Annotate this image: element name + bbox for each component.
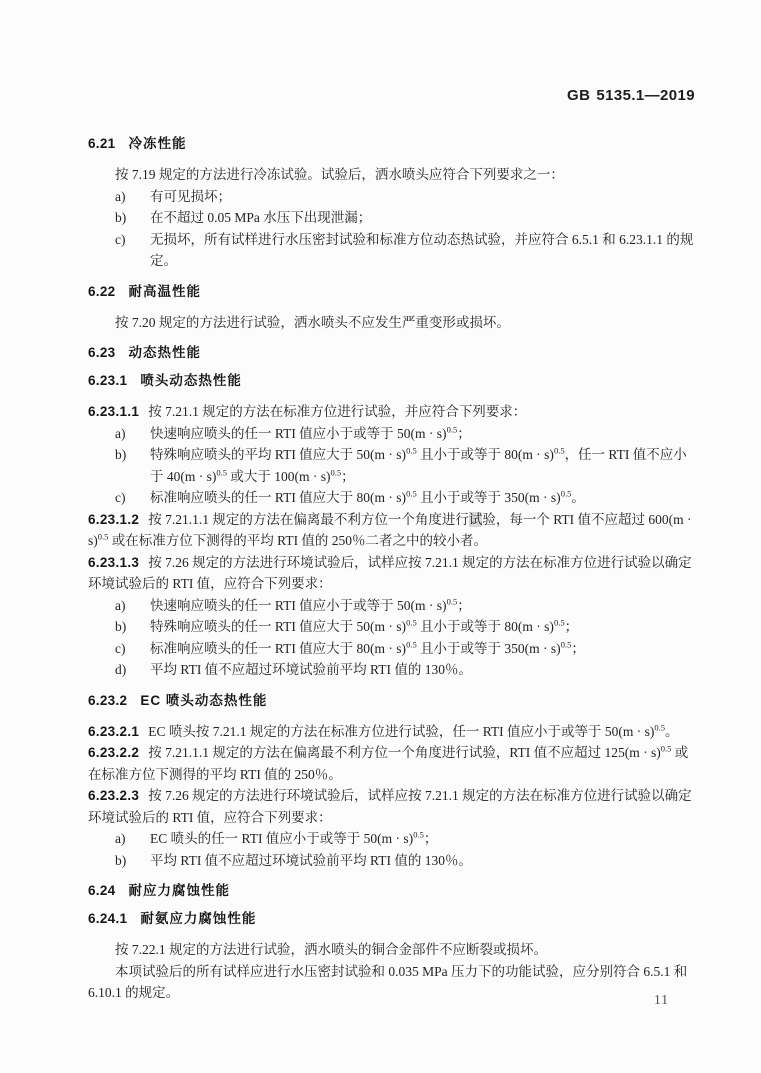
- standard-code: 5135.1—2019: [596, 87, 695, 104]
- list-item-text: 有可见损坏；: [150, 188, 231, 204]
- numbered-clause: [88, 721, 696, 743]
- list-item-text: 标准响应喷头的任一 RTI 值应大于 $80(m \cdot s)^{0.5}$ 且小于或等于 $350(m \cdot s)^{0.5}$；: [150, 639, 585, 656]
- section-heading: [88, 345, 696, 361]
- numbered-clause: [88, 785, 696, 828]
- section-number: 6.21: [88, 136, 116, 151]
- list-item-marker: a): [115, 425, 126, 441]
- list-item-marker: a): [115, 597, 126, 613]
- list-item-marker: b): [115, 447, 127, 462]
- list-item-marker: b): [115, 210, 127, 225]
- list-item: [115, 186, 696, 208]
- list-item-text: 平均 RTI 值不应超过环境试验前平均 RTI 值的 130％。: [150, 852, 472, 868]
- list-item-marker: c): [115, 490, 126, 505]
- subsection-number: 6.24.1: [88, 911, 128, 926]
- page-number: 11: [654, 992, 669, 1007]
- clause-text: 按 7.21.1.1 规定的方法在偏离最不利方位一个角度进行试验，RTI 值不应超过 $125(m \cdot s)^{0.5}$ 或在标准方位下测得的平均 RTI 值的 250％。: [88, 743, 689, 782]
- list-item-text: 在不超过 0.05 MPa 水压下出现泄漏；: [150, 210, 372, 225]
- subsection-heading: [88, 373, 696, 389]
- list-item-marker: a): [115, 831, 126, 846]
- subsection-title: 喷头动态热性能: [140, 373, 242, 388]
- list-item: [115, 638, 696, 660]
- list-item-marker: a): [115, 188, 126, 204]
- subsection-heading: [88, 911, 696, 927]
- list-item: [115, 487, 696, 509]
- paragraph-text: 按 7.19 规定的方法进行冷冻试验。试验后，洒水喷头应符合下列要求之一：: [115, 167, 564, 182]
- standard-number: [567, 87, 695, 104]
- list-item-text: 平均 RTI 值不应超过环境试验前平均 RTI 值的 130％。: [150, 662, 472, 677]
- list-item-marker: d): [115, 662, 127, 677]
- list-item: [115, 595, 696, 617]
- section-title: 耐高温性能: [128, 283, 201, 299]
- list-item-text: 无损坏，所有试样进行水压密封试验和标准方位动态热试验，并应符合 6.5.1 和 6.23.1.1 的规定。: [150, 231, 694, 268]
- paragraph: [88, 164, 696, 186]
- section-number: 6.23: [88, 345, 116, 360]
- clause-number: 6.23.2.2: [88, 745, 140, 760]
- list-item: [115, 616, 696, 638]
- numbered-clause: [88, 552, 696, 595]
- section-title: 冷冻性能: [128, 136, 187, 151]
- clause-number: 6.23.1.3: [88, 554, 140, 570]
- clause-number: 6.23.1.2: [88, 511, 140, 527]
- list-item: [115, 229, 696, 272]
- paragraph-text: 本项试验后的所有试样应进行水压密封试验和 0.035 MPa 压力下的功能试验，应分别符合 6.5.1 和 6.10.1 的规定。: [88, 963, 688, 1000]
- subsection-title: 耐氨应力腐蚀性能: [140, 911, 257, 926]
- numbered-clause: [88, 401, 696, 423]
- document-body: [88, 124, 696, 1004]
- list-item-text: 特殊响应喷头的平均 RTI 值应大于 $50(m \cdot s)^{0.5}$ 且小于或等于 $80(m \cdot s)^{0.5}$，任一 RTI 值不应小于 $40(m \cdot s)^{0.5}$ 或大于 $100(m \cdot s)^{0.5}$；: [150, 445, 687, 484]
- numbered-clause: [88, 509, 696, 552]
- subsection-title: EC 喷头动态热性能: [140, 692, 268, 708]
- list-item: [115, 828, 696, 850]
- list-item-marker: b): [115, 619, 127, 634]
- clause-number: 6.23.2.3: [88, 788, 140, 803]
- clause-text: 按 7.21.1.1 规定的方法在偏离最不利方位一个角度进行试验，每一个 RTI 值不应超过 $600(m \cdot s)^{0.5}$ 或在标准方位下测得的平均 RTI 值的 250％二者之中的较小者。: [88, 511, 692, 548]
- list-item: [115, 444, 696, 487]
- subsection-number: 6.23.2: [88, 692, 128, 708]
- list-item: [115, 659, 696, 681]
- paragraph: [88, 939, 696, 961]
- clause-text: 按 7.26 规定的方法进行环境试验后，试样应按 7.21.1 规定的方法在标准方位进行试验以确定环境试验后的 RTI 值，应符合下列要求：: [88, 788, 692, 825]
- subsection-heading: [88, 693, 696, 709]
- paragraph: [88, 312, 696, 334]
- list-item: [115, 423, 696, 445]
- clause-text: 按 7.26 规定的方法进行环境试验后，试样应按 7.21.1 规定的方法在标准方位进行试验以确定环境试验后的 RTI 值，应符合下列要求：: [88, 554, 692, 591]
- list-item-marker: c): [115, 640, 126, 656]
- section-title: 耐应力腐蚀性能: [128, 883, 230, 898]
- list-item: [115, 850, 696, 872]
- list-item-text: 特殊响应喷头的任一 RTI 值应大于 $50(m \cdot s)^{0.5}$ 且小于或等于 $80(m \cdot s)^{0.5}$；: [150, 617, 579, 634]
- paragraph-text: 按 7.22.1 规定的方法进行试验，洒水喷头的铜合金部件不应断裂或损坏。: [115, 942, 547, 957]
- subsection-number: 6.23.1: [88, 373, 128, 388]
- list-item-marker: b): [115, 852, 127, 868]
- section-number: 6.24: [88, 883, 116, 898]
- clause-number: 6.23.2.1: [88, 723, 140, 739]
- section-number: 6.22: [88, 283, 116, 299]
- paragraph: [88, 961, 696, 1004]
- section-heading: [88, 284, 696, 300]
- numbered-clause: [88, 742, 696, 785]
- section-heading: [88, 883, 696, 899]
- list-item-text: 标准响应喷头的任一 RTI 值应大于 $80(m \cdot s)^{0.5}$ 且小于或等于 $350(m \cdot s)^{0.5}$。: [150, 488, 585, 505]
- clause-text: 按 7.21.1 规定的方法在标准方位进行试验，并应符合下列要求：: [148, 404, 527, 419]
- list-item: [115, 207, 696, 229]
- section-title: 动态热性能: [128, 345, 201, 360]
- standard-prefix: GB: [567, 87, 591, 104]
- list-item-marker: c): [115, 231, 126, 247]
- section-heading: [88, 136, 696, 152]
- list-item-text: EC 喷头的任一 RTI 值应小于或等于 $50(m \cdot s)^{0.5}$；: [150, 829, 438, 846]
- list-item-text: 快速响应喷头的任一 RTI 值应小于或等于 $50(m \cdot s)^{0.5}$；: [150, 596, 471, 613]
- list-item-text: 快速响应喷头的任一 RTI 值应小于或等于 $50(m \cdot s)^{0.5}$；: [150, 424, 471, 441]
- clause-number: 6.23.1.1: [88, 404, 140, 419]
- paragraph-text: 按 7.20 规定的方法进行试验，洒水喷头不应发生严重变形或损坏。: [115, 314, 510, 330]
- clause-text: EC 喷头按 7.21.1 规定的方法在标准方位进行试验，任一 RTI 值应小于或等于 $50(m \cdot s)^{0.5}$。: [148, 722, 679, 739]
